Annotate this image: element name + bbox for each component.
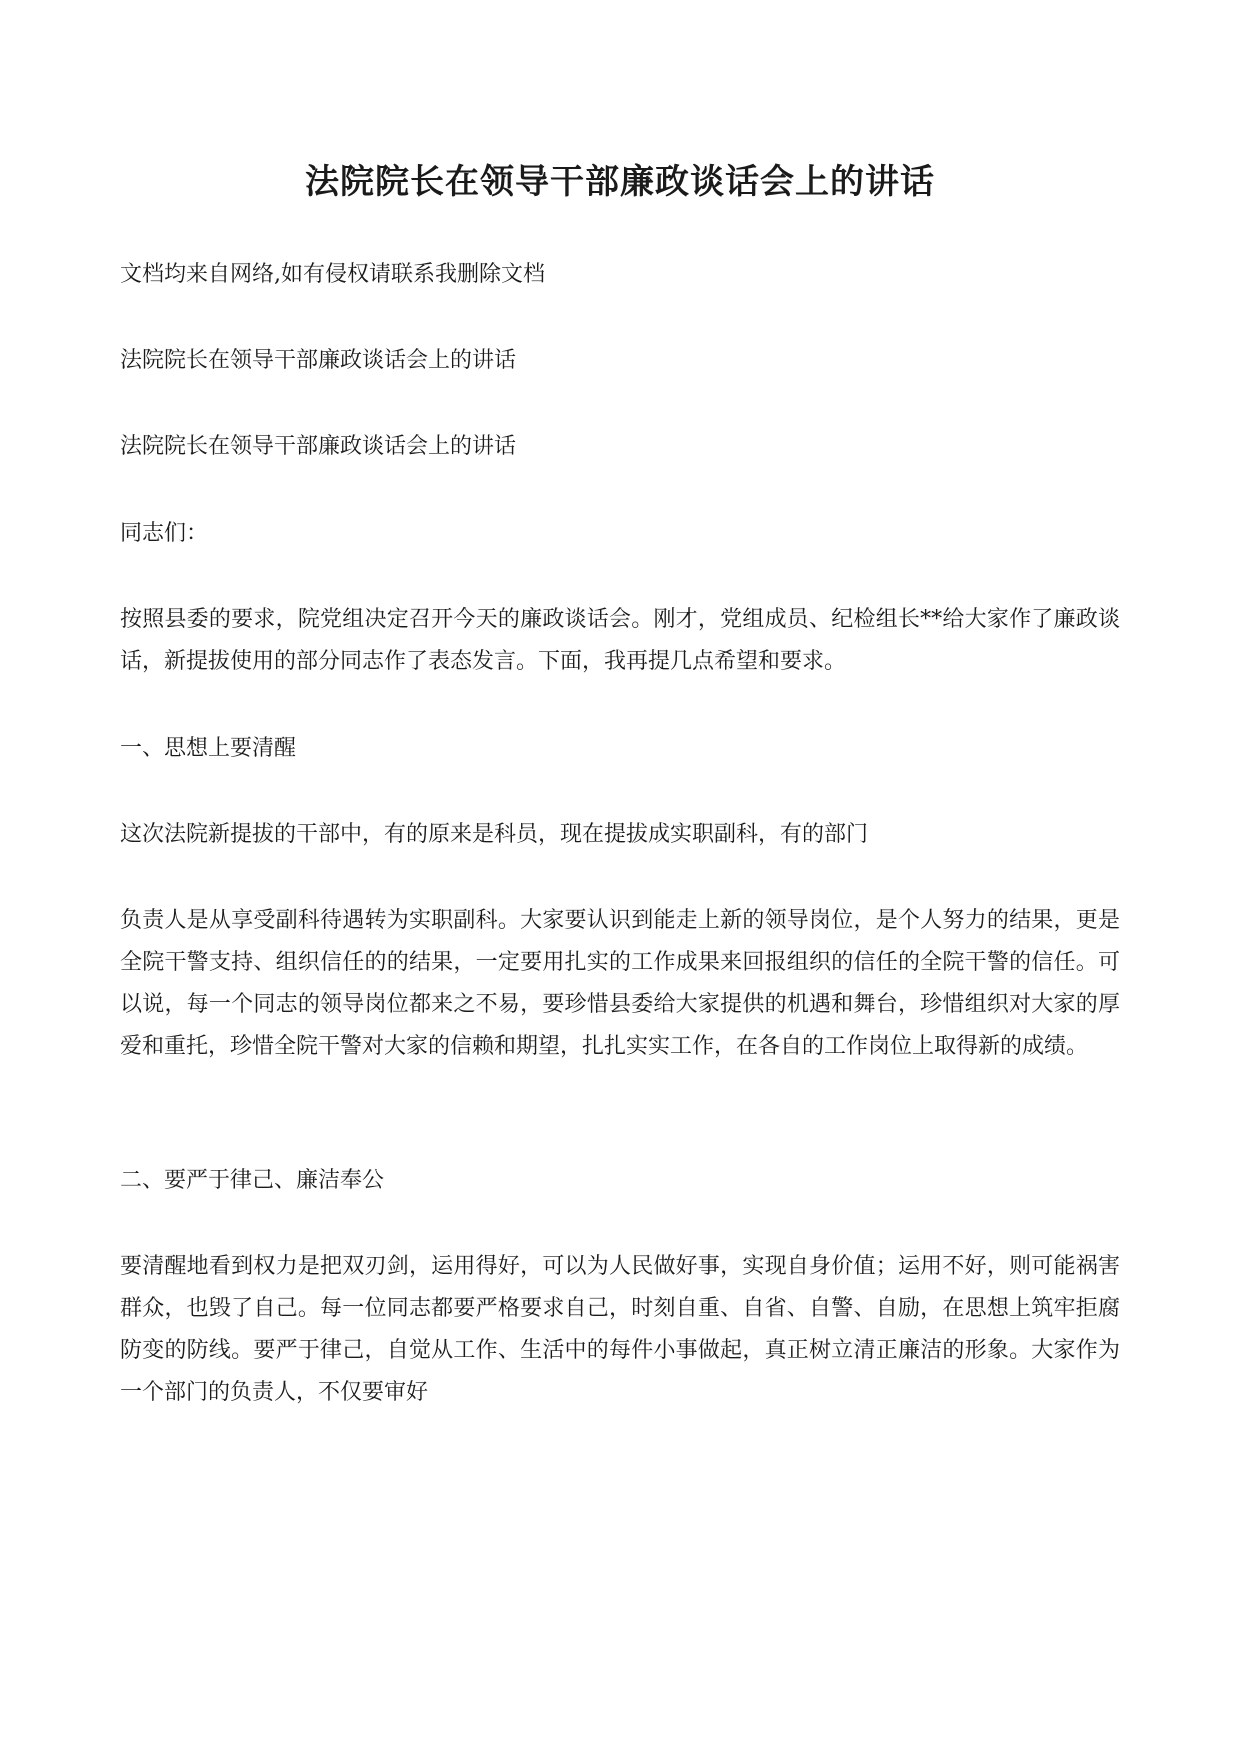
section-heading-2: 二、要严于律己、廉洁奉公 [120, 1168, 385, 1193]
body-paragraph: 负责人是从享受副科待遇转为实职副科。大家要认识到能走上新的领导岗位，是个人努力的结果，更是全院干警支持、组织信任的的结果，一定要用扎实的工作成果来回报组织的信任的全院干警的信任。可以说，每一个同志的领导岗位都来之不易，要珍惜县委给大家提供的机遇和舞台，珍惜组织对大家的厚爱和重托，珍惜全院干警对大家的信赖和期望，扎扎实实工作，在各自的工作岗位上取得新的成绩。 [120, 908, 1120, 1059]
salutation-paragraph: 同志们： [120, 521, 209, 546]
disclaimer-paragraph: 文档均来自网络,如有侵权请联系我删除文档 [120, 262, 545, 287]
body-paragraph: 要清醒地看到权力是把双刃剑，运用得好，可以为人民做好事，实现自身价值；运用不好，则可能祸害群众，也毁了自己。每一位同志都要严格要求自己，时刻自重、自省、自警、自励，在思想上筑牢拒腐防变的防线。要严于律己，自觉从工作、生活中的每件小事做起，真正树立清正廉洁的形象。大家作为一个部门的负责人，不仅要审好 [120, 1254, 1120, 1405]
document-title: 法院院长在领导干部廉政谈话会上的讲话 [305, 162, 935, 202]
intro-paragraph: 按照县委的要求，院党组决定召开今天的廉政谈话会。刚才，党组成员、纪检组长**给大家作了廉政谈话，新提拔使用的部分同志作了表态发言。下面，我再提几点希望和要求。 [120, 607, 1120, 674]
section-heading-1: 一、思想上要清醒 [120, 736, 297, 761]
body-paragraph: 这次法院新提拔的干部中，有的原来是科员，现在提拔成实职副科，有的部门 [120, 822, 869, 847]
subtitle-paragraph-repeat: 法院院长在领导干部廉政谈话会上的讲话 [120, 434, 517, 459]
subtitle-paragraph: 法院院长在领导干部廉政谈话会上的讲话 [120, 348, 517, 373]
